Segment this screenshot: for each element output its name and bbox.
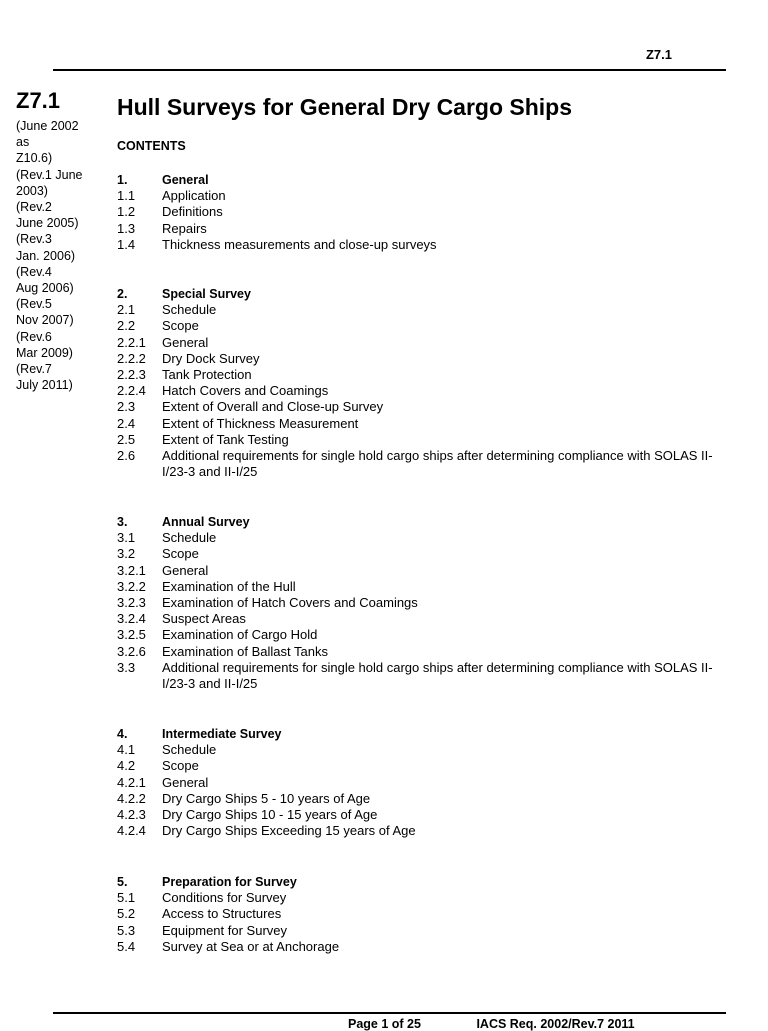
- toc-number: 3.2.4: [117, 611, 146, 627]
- toc-section-5: [117, 874, 722, 955]
- toc-number: 4.2.3: [117, 807, 146, 823]
- header-document-code: Z7.1: [645, 47, 672, 62]
- toc-text: Extent of Tank Testing: [162, 431, 289, 447]
- toc-title: Special Survey: [162, 287, 251, 301]
- toc-number: 3.2.2: [117, 578, 146, 594]
- toc-entry: [117, 302, 722, 318]
- toc-text: Equipment for Survey: [162, 922, 288, 938]
- toc-number: 5.3: [117, 922, 136, 938]
- toc-entry: [117, 318, 722, 334]
- toc-entry: [117, 627, 722, 643]
- toc-number: 2.2.2: [117, 350, 146, 366]
- toc-entry: [117, 448, 722, 480]
- toc-section-3: [117, 514, 722, 692]
- toc-entry: [117, 351, 722, 367]
- toc-section-4: [117, 726, 722, 839]
- toc-number: 4.2: [117, 758, 136, 774]
- toc-text: Conditions for Survey: [162, 890, 287, 906]
- toc-text: Extent of Thickness Measurement: [162, 415, 359, 431]
- toc-text: Schedule: [162, 530, 217, 546]
- toc-number: 2.2.4: [117, 383, 146, 399]
- toc-number: 2.6: [117, 448, 136, 464]
- toc-title: Annual Survey: [162, 515, 250, 529]
- revision-history-line: Jan. 2006): [16, 248, 76, 263]
- toc-entry: [117, 432, 722, 448]
- toc-entry: [117, 595, 722, 611]
- toc-entry: [117, 530, 722, 546]
- toc-number: 3.2.3: [117, 595, 146, 611]
- revision-history-line: (Rev.5: [16, 297, 52, 312]
- revision-history-line: July 2011): [16, 378, 73, 393]
- toc-title: Intermediate Survey: [162, 727, 282, 741]
- toc-text: Extent of Overall and Close-up Survey: [162, 399, 384, 415]
- toc-section-heading: [117, 726, 722, 742]
- toc-title: General: [162, 173, 209, 187]
- page-number: Page 1 of 25: [348, 1017, 421, 1031]
- toc-section-heading: [117, 286, 722, 302]
- toc-section-heading: [117, 874, 722, 890]
- toc-entry: [117, 237, 722, 253]
- toc-text: Tank Protection: [162, 367, 252, 383]
- revision-history-line: 2003): [16, 183, 48, 198]
- toc-number: 4.1: [117, 742, 136, 758]
- revision-history: [16, 118, 96, 393]
- toc-number: 5.: [117, 875, 128, 889]
- toc-text: Application: [162, 188, 226, 204]
- toc-entry: [117, 221, 722, 237]
- toc-number: 3.1: [117, 530, 136, 546]
- footer-divider: [53, 1012, 726, 1014]
- toc-text: Additional requirements for single hold cargo ships after determining compliance with SOLAS II-I/23-3 and II-I/25: [162, 659, 713, 692]
- toc-entry: [117, 660, 722, 692]
- toc-number: 2.3: [117, 399, 136, 415]
- toc-text: Dry Cargo Ships Exceeding 15 years of Age: [162, 823, 416, 839]
- toc-number: 2.1: [117, 302, 136, 318]
- toc-text: Suspect Areas: [162, 611, 246, 627]
- toc-text: Dry Cargo Ships 10 - 15 years of Age: [162, 807, 378, 823]
- toc-text: Scope: [162, 758, 199, 774]
- toc-section-heading: [117, 514, 722, 530]
- toc-number: 2.2.1: [117, 334, 146, 350]
- toc-number: 4.: [117, 727, 128, 741]
- toc-number: 4.2.2: [117, 790, 146, 806]
- toc-text: Survey at Sea or at Anchorage: [162, 938, 340, 954]
- toc-entry: [117, 611, 722, 627]
- toc-entry: [117, 939, 722, 955]
- toc-entry: [117, 563, 722, 579]
- toc-number: 3.3: [117, 659, 136, 675]
- toc-text: Repairs: [162, 220, 207, 236]
- toc-number: 1.: [117, 173, 128, 187]
- toc-text: Thickness measurements and close-up surveys: [162, 236, 437, 252]
- toc-section-2: [117, 286, 722, 480]
- toc-number: 5.1: [117, 890, 136, 906]
- toc-number: 1.4: [117, 236, 136, 252]
- toc-entry: [117, 204, 722, 220]
- revision-history-line: (Rev.2: [16, 200, 52, 215]
- toc-entry: [117, 742, 722, 758]
- revision-history-line: Z10.6): [16, 151, 53, 166]
- toc-text: Definitions: [162, 204, 223, 220]
- toc-text: Hatch Covers and Coamings: [162, 383, 329, 399]
- toc-text: Examination of Ballast Tanks: [162, 643, 328, 659]
- toc-number: 3.2.6: [117, 643, 146, 659]
- toc-text: Examination of Cargo Hold: [162, 627, 318, 643]
- toc-entry: [117, 890, 722, 906]
- toc-number: 2.5: [117, 431, 136, 447]
- revision-history-line: (Rev.1 June: [16, 167, 83, 182]
- toc-text: General: [162, 562, 209, 578]
- toc-text: Scope: [162, 318, 199, 334]
- sidebar-document-code: Z7.1: [16, 88, 61, 113]
- revision-history-line: Nov 2007): [16, 313, 74, 328]
- toc-title: Preparation for Survey: [162, 875, 297, 889]
- toc-entry: [117, 644, 722, 660]
- toc-number: 3.: [117, 515, 128, 529]
- toc-text: General: [162, 334, 209, 350]
- revision-history-line: (Rev.7: [16, 362, 52, 377]
- toc-text: General: [162, 774, 209, 790]
- toc-section-heading: [117, 172, 722, 188]
- toc-number: 1.2: [117, 204, 136, 220]
- toc-section-1: [117, 172, 722, 253]
- toc-number: 2.: [117, 287, 128, 301]
- toc-text: Schedule: [162, 742, 217, 758]
- toc-number: 2.4: [117, 415, 136, 431]
- document-title: Hull Surveys for General Dry Cargo Ships: [117, 94, 573, 120]
- toc-entry: [117, 791, 722, 807]
- toc-entry: [117, 923, 722, 939]
- toc-entry: [117, 399, 722, 415]
- toc-entry: [117, 416, 722, 432]
- toc-number: 4.2.1: [117, 774, 146, 790]
- toc-number: 1.1: [117, 188, 136, 204]
- toc-text: Examination of the Hull: [162, 578, 296, 594]
- toc-text: Examination of Hatch Covers and Coamings: [162, 595, 418, 611]
- toc-number: 2.2.3: [117, 367, 146, 383]
- toc-number: 1.3: [117, 220, 136, 236]
- toc-number: 3.2.1: [117, 562, 146, 578]
- toc-text: Additional requirements for single hold cargo ships after determining compliance with SOLAS II-I/23-3 and II-I/25: [162, 448, 713, 480]
- toc-entry: [117, 758, 722, 774]
- toc-number: 3.2: [117, 546, 136, 562]
- toc-text: Dry Cargo Ships 5 - 10 years of Age: [162, 790, 371, 806]
- revision-history-line: June 2005): [16, 216, 79, 231]
- contents-heading: CONTENTS: [117, 139, 186, 153]
- page-footer: [348, 1017, 687, 1031]
- revision-history-line: Aug 2006): [16, 281, 74, 296]
- toc-text: Dry Dock Survey: [162, 350, 260, 366]
- revision-history-line: (Rev.4: [16, 264, 52, 279]
- toc-entry: [117, 335, 722, 351]
- revision-history-line: (June 2002: [16, 119, 79, 133]
- toc-entry: [117, 579, 722, 595]
- toc-entry: [117, 383, 722, 399]
- toc-number: 3.2.5: [117, 627, 146, 643]
- toc-number: 5.2: [117, 906, 136, 922]
- toc-text: Access to Structures: [162, 906, 282, 922]
- toc-entry: [117, 906, 722, 922]
- toc-entry: [117, 367, 722, 383]
- toc-entry: [117, 823, 722, 839]
- toc-number: 2.2: [117, 318, 136, 334]
- document-reference: IACS Req. 2002/Rev.7 2011: [476, 1017, 635, 1031]
- toc-entry: [117, 807, 722, 823]
- revision-history-line: Mar 2009): [16, 345, 73, 360]
- toc-text: Scope: [162, 546, 199, 562]
- toc-entry: [117, 188, 722, 204]
- toc-number: 4.2.4: [117, 823, 146, 839]
- toc-number: 5.4: [117, 938, 136, 954]
- header-divider: [53, 69, 726, 71]
- revision-history-line: (Rev.3: [16, 232, 52, 247]
- toc-text: Schedule: [162, 302, 217, 318]
- revision-history-line: (Rev.6: [16, 329, 52, 344]
- toc-entry: [117, 775, 722, 791]
- revision-history-line: as: [16, 135, 30, 150]
- toc-entry: [117, 546, 722, 562]
